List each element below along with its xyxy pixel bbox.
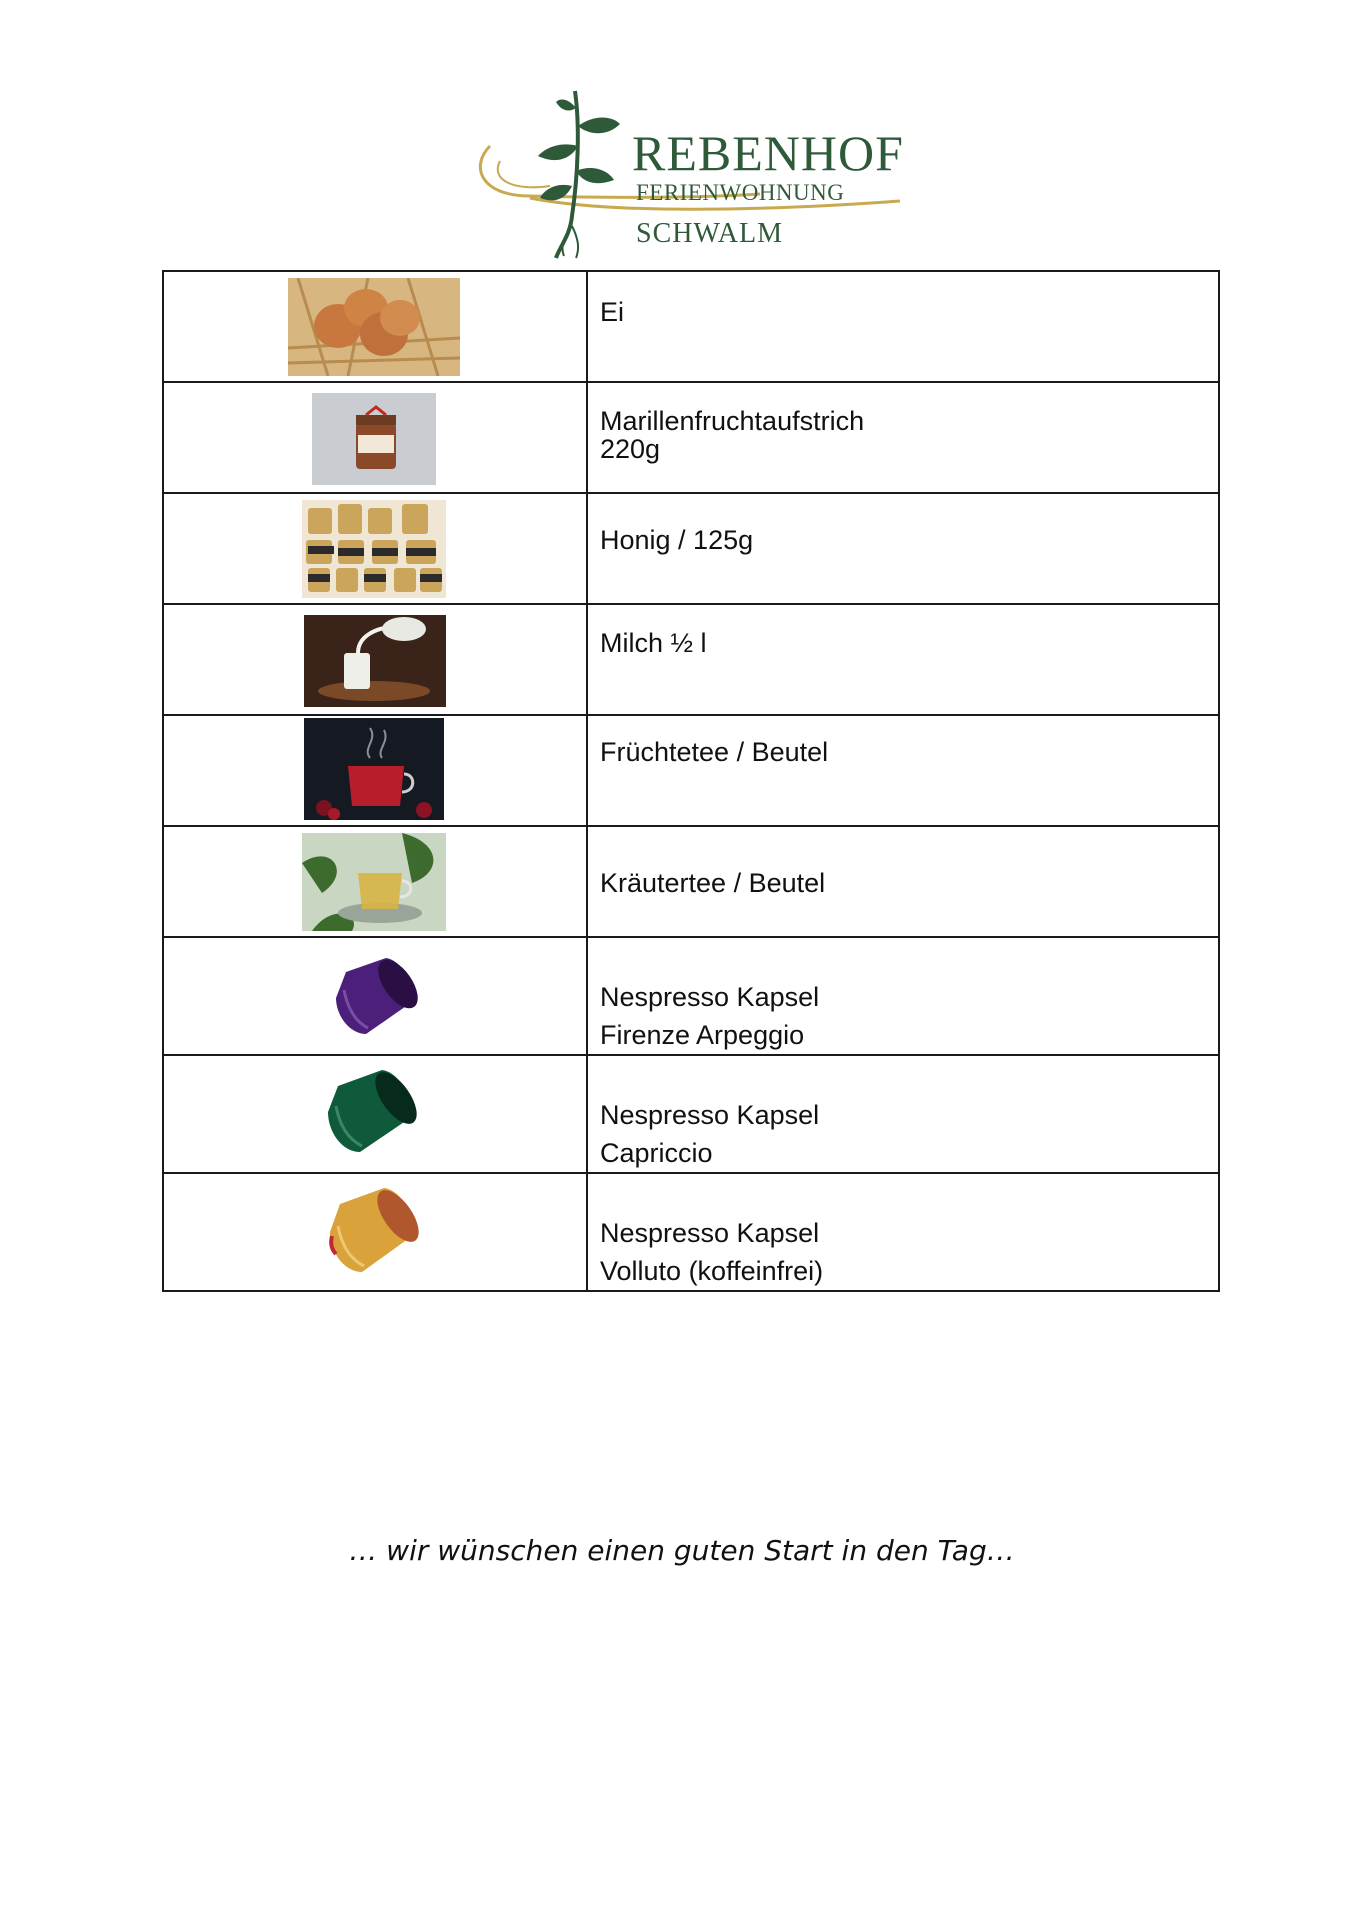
text-cell: [587, 1173, 1219, 1291]
image-cell: [163, 271, 587, 382]
eggs-in-straw-photo: [288, 278, 460, 376]
milk-pouring-photo: [304, 615, 446, 707]
image-cell: [163, 1055, 587, 1173]
table-row: [163, 382, 1219, 493]
text-cell: [587, 604, 1219, 715]
herbal-tea-cup-photo: [302, 833, 446, 931]
text-cell: [587, 826, 1219, 937]
image-cell: [163, 382, 587, 493]
text-cell: [587, 1055, 1219, 1173]
text-cell: [587, 715, 1219, 826]
table-row: [163, 826, 1219, 937]
item-name: Honig / 125g: [600, 525, 754, 555]
item-name: Marillenfruchtaufstrich 220g: [600, 406, 865, 464]
item-name: Nespresso Kapsel Capriccio: [600, 1100, 820, 1168]
text-cell: [587, 382, 1219, 493]
item-name: Nespresso Kapsel Firenze Arpeggio: [600, 982, 820, 1050]
table-row: [163, 1055, 1219, 1173]
table-row: [163, 604, 1219, 715]
table-row: [163, 271, 1219, 382]
apricot-jam-jar-photo: [312, 393, 436, 485]
green-capsule-icon: [318, 1062, 422, 1160]
gold-capsule-icon: [320, 1180, 424, 1280]
table-row: [163, 1173, 1219, 1291]
item-name: Nespresso Kapsel Volluto (koffeinfrei): [600, 1218, 824, 1286]
image-cell: [163, 1173, 587, 1291]
image-cell: [163, 715, 587, 826]
purple-capsule-icon: [324, 950, 424, 1042]
image-cell: [163, 604, 587, 715]
brand-place: SCHWALM: [636, 218, 784, 249]
brand-subtitle: FERIENWOHNUNG: [636, 180, 845, 205]
brand-name: REBENHOF: [632, 125, 904, 181]
fruit-tea-cup-photo: [304, 718, 444, 820]
text-cell: [587, 271, 1219, 382]
table-row: [163, 493, 1219, 604]
image-cell: [163, 826, 587, 937]
table-row: [163, 715, 1219, 826]
item-name: Ei: [600, 297, 625, 327]
honey-jars-photo: [302, 500, 446, 598]
item-name: Früchtetee / Beutel: [600, 737, 829, 767]
image-cell: [163, 937, 587, 1055]
footer-greeting: … wir wünschen einen guten Start in den Tag…: [349, 1534, 1015, 1567]
text-cell: [587, 493, 1219, 604]
logo: [460, 86, 920, 266]
image-cell: [163, 493, 587, 604]
item-name: Milch ½ l: [600, 628, 707, 658]
text-cell: [587, 937, 1219, 1055]
item-name: Kräutertee / Beutel: [600, 868, 826, 898]
product-table: [162, 270, 1220, 1292]
table-row: [163, 937, 1219, 1055]
